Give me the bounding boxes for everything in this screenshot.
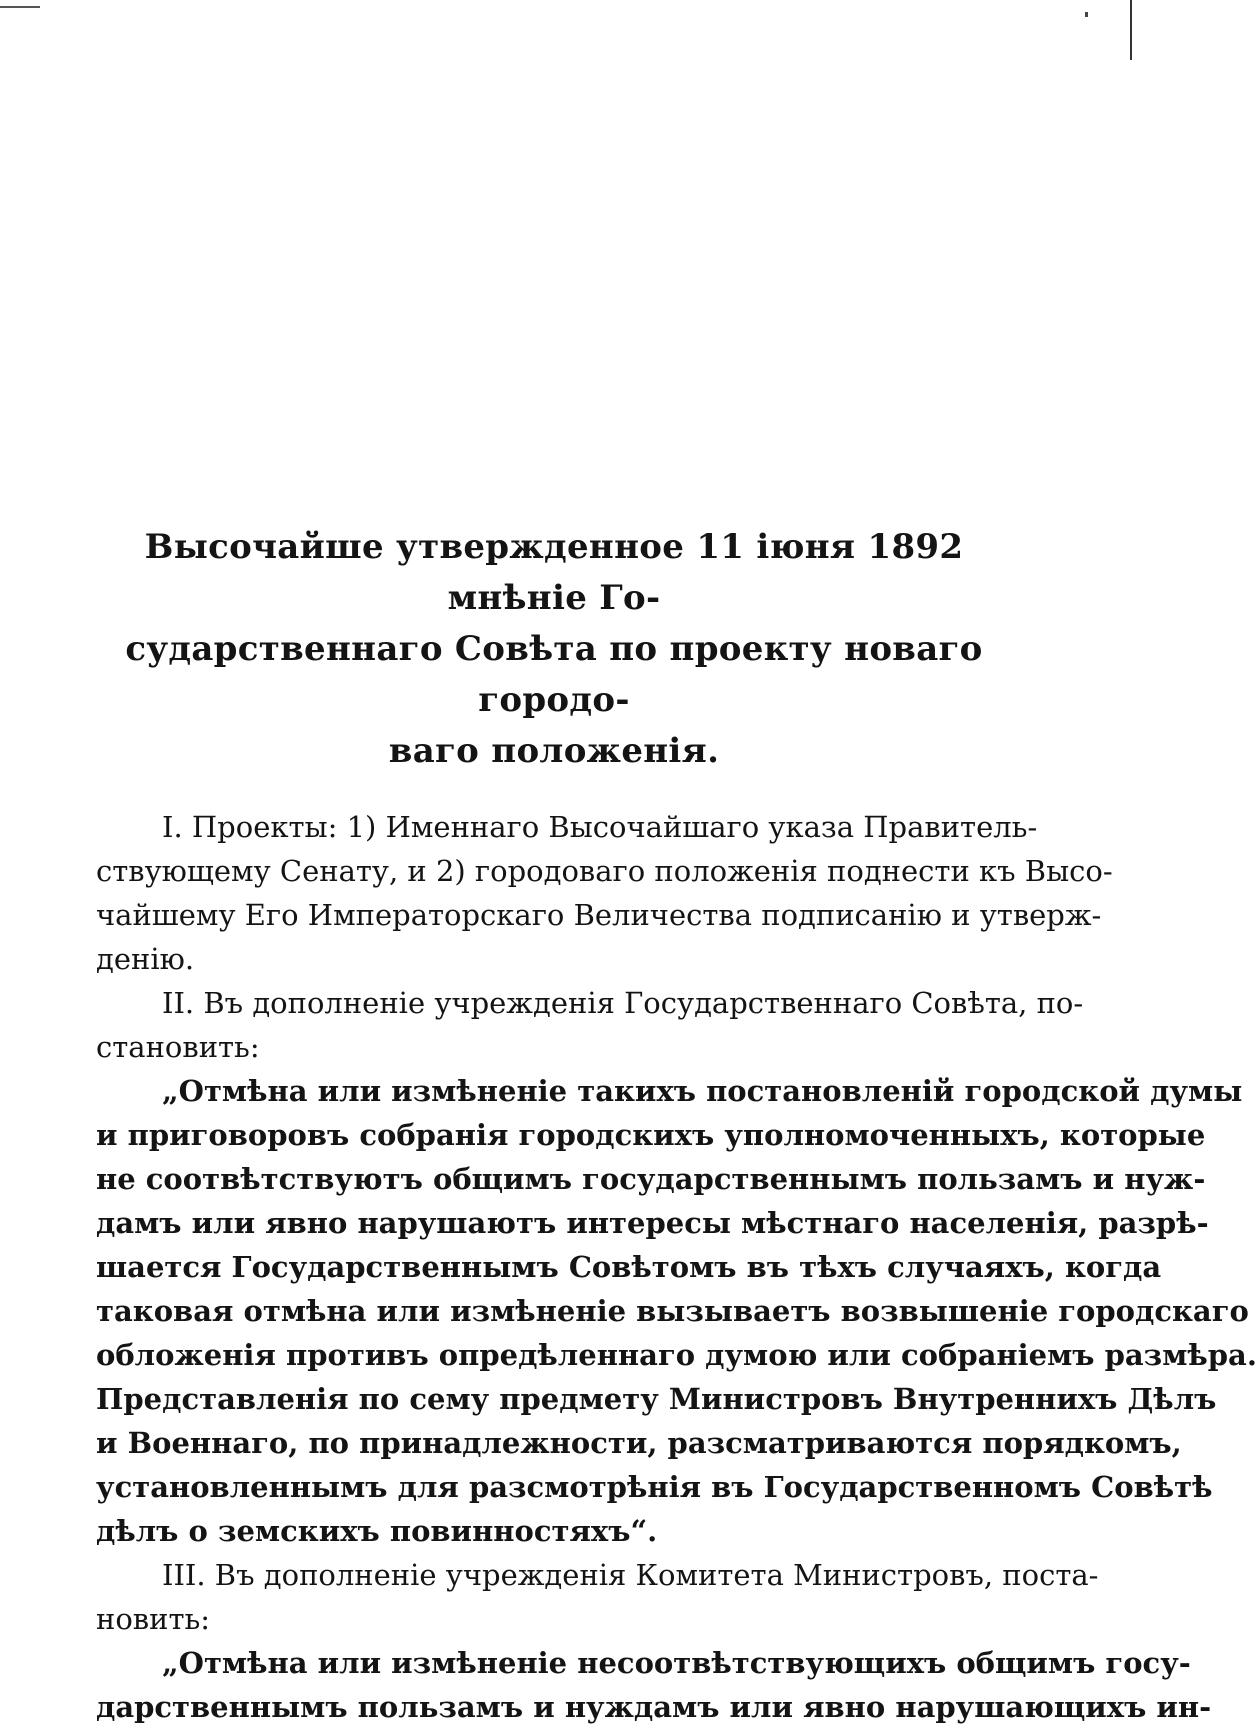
document-body	[96, 522, 1257, 1729]
text-line: „Отмѣна или измѣненіе несоотвѣтствующихъ общимъ госу-	[162, 1646, 1191, 1680]
text-line: III. Въ дополненіе учрежденія Комитета Министровъ, поста-	[162, 1558, 1099, 1592]
section-1-paragraph	[96, 805, 1113, 981]
text-line: дѣлъ о земскихъ повинностяхъ“.	[96, 1514, 658, 1548]
text-line: установленнымъ для разсмотрѣнія въ Государственномъ Совѣтѣ	[96, 1470, 1213, 1504]
text-line: не соотвѣтствуютъ общимъ государственнымъ пользамъ и нуж-	[96, 1162, 1206, 1196]
text-line: новить:	[96, 1602, 211, 1636]
text-line: I. Проекты: 1) Именнаго Высочайшаго указа Правитель-	[162, 810, 1038, 844]
text-line: чайшему Его Императорскаго Величества подписанію и утверж-	[96, 898, 1102, 932]
title-line: Высочайше утвержденное 11 іюня 1892 мнѣніе Го-	[144, 527, 964, 618]
text-line: II. Въ дополненіе учрежденія Государственнаго Совѣта, по-	[162, 986, 1084, 1020]
text-line: денію.	[96, 942, 195, 976]
text-line: обложенія противъ опредѣленнаго думою или собраніемъ размѣра.	[96, 1338, 1257, 1372]
document-title	[96, 522, 1012, 777]
section-3-intro-paragraph	[96, 1553, 1099, 1641]
scan-edge-line	[1130, 0, 1132, 60]
section-3-quote-paragraph	[96, 1641, 1212, 1729]
section-2-quote-paragraph	[96, 1069, 1257, 1553]
text-line: и Военнаго, по принадлежности, разсматриваются порядкомъ,	[96, 1426, 1182, 1460]
text-line: Представленія по сему предмету Министровъ Внутреннихъ Дѣлъ	[96, 1382, 1217, 1416]
scan-edge-mark	[0, 6, 40, 8]
text-line: „Отмѣна или измѣненіе такихъ постановленій городской думы	[162, 1074, 1243, 1108]
text-line: таковая отмѣна или измѣненіе вызываетъ возвышеніе городскаго	[96, 1294, 1249, 1328]
text-line: становить:	[96, 1030, 260, 1064]
text-line: дамъ или явно нарушаютъ интересы мѣстнаго населенія, разрѣ-	[96, 1206, 1209, 1240]
scan-speck	[1085, 12, 1088, 17]
title-line: ваго положенія.	[388, 731, 720, 771]
title-line: сударственнаго Совѣта по проекту новаго городо-	[125, 629, 983, 720]
text-line: и приговоровъ собранія городскихъ уполномоченныхъ, которые	[96, 1118, 1206, 1152]
section-2-intro-paragraph	[96, 981, 1084, 1069]
text-line: ствующему Сенату, и 2) городоваго положенія поднести къ Высо-	[96, 854, 1113, 888]
text-line: дарственнымъ пользамъ и нуждамъ или явно нарушающихъ ин-	[96, 1690, 1212, 1724]
text-line: шается Государственнымъ Совѣтомъ въ тѣхъ случаяхъ, когда	[96, 1250, 1162, 1284]
